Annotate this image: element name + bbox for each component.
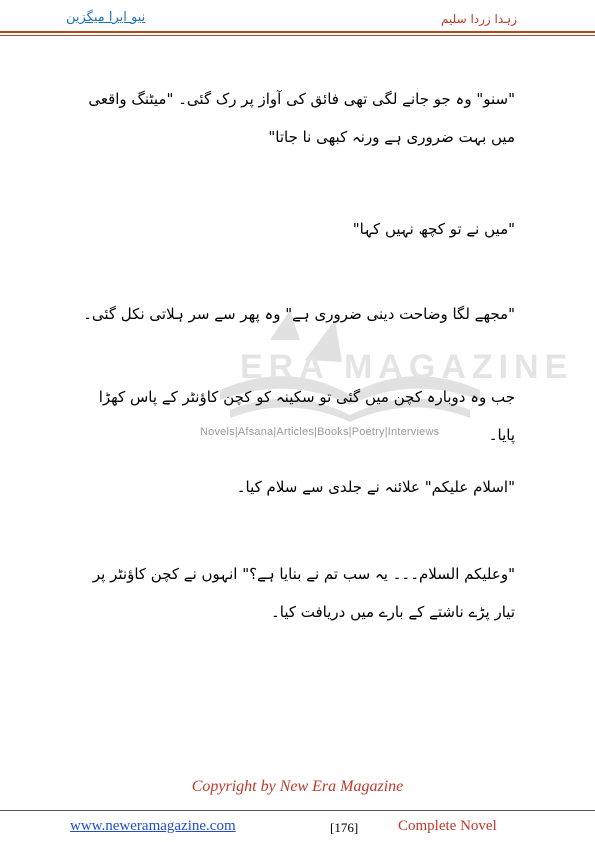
paragraph: جب وہ دوبارہ کچن میں گئی تو سکینہ کو کچن کاؤنٹر کے پاس کھڑا پایا۔ bbox=[98, 388, 515, 444]
paragraph: "مجھے لگا وضاحت دینی ضروری ہے" وہ پھر سے سر ہلاتی نکل گئی۔ bbox=[83, 305, 515, 323]
paragraph: "میں نے تو کچھ نہیں کہا" bbox=[352, 220, 515, 238]
author-name: زہدا زردا سلیم bbox=[441, 12, 517, 26]
svg-text:ERA MAGAZINE: ERA MAGAZINE bbox=[240, 348, 574, 386]
copyright-notice: Copyright by New Era Magazine bbox=[191, 778, 404, 795]
page-header bbox=[0, 0, 595, 40]
website-link[interactable]: www.neweramagazine.com bbox=[70, 818, 236, 834]
paragraph: "اسلام علیکم" علائنہ نے جلدی سے سلام کیا۔ bbox=[236, 478, 515, 496]
paragraph: "سنو" وہ جو جانے لگی تھی فائق کی آواز پر رک گئی۔ "میٹنگ واقعی میں بہت ضروری ہے ورنہ کبھی نا جاتا" bbox=[88, 90, 515, 146]
section-label: Complete Novel bbox=[398, 818, 497, 834]
header-rule-thin bbox=[0, 35, 595, 36]
magazine-title-link[interactable]: نیو ایرا میگزین bbox=[66, 10, 146, 25]
header-rule bbox=[0, 31, 595, 33]
paragraph: "وعلیکم السلام۔۔۔ یہ سب تم نے بنایا ہے؟" انہوں نے کچن کاؤنٹر پر تیار پڑے ناشتے کے بارے میں دریافت کیا۔ bbox=[92, 565, 515, 621]
footer-rule bbox=[0, 810, 595, 811]
page-number: [176] bbox=[330, 820, 359, 835]
watermark-tagline: Novels|Afsana|Articles|Books|Poetry|Interviews bbox=[200, 426, 440, 438]
